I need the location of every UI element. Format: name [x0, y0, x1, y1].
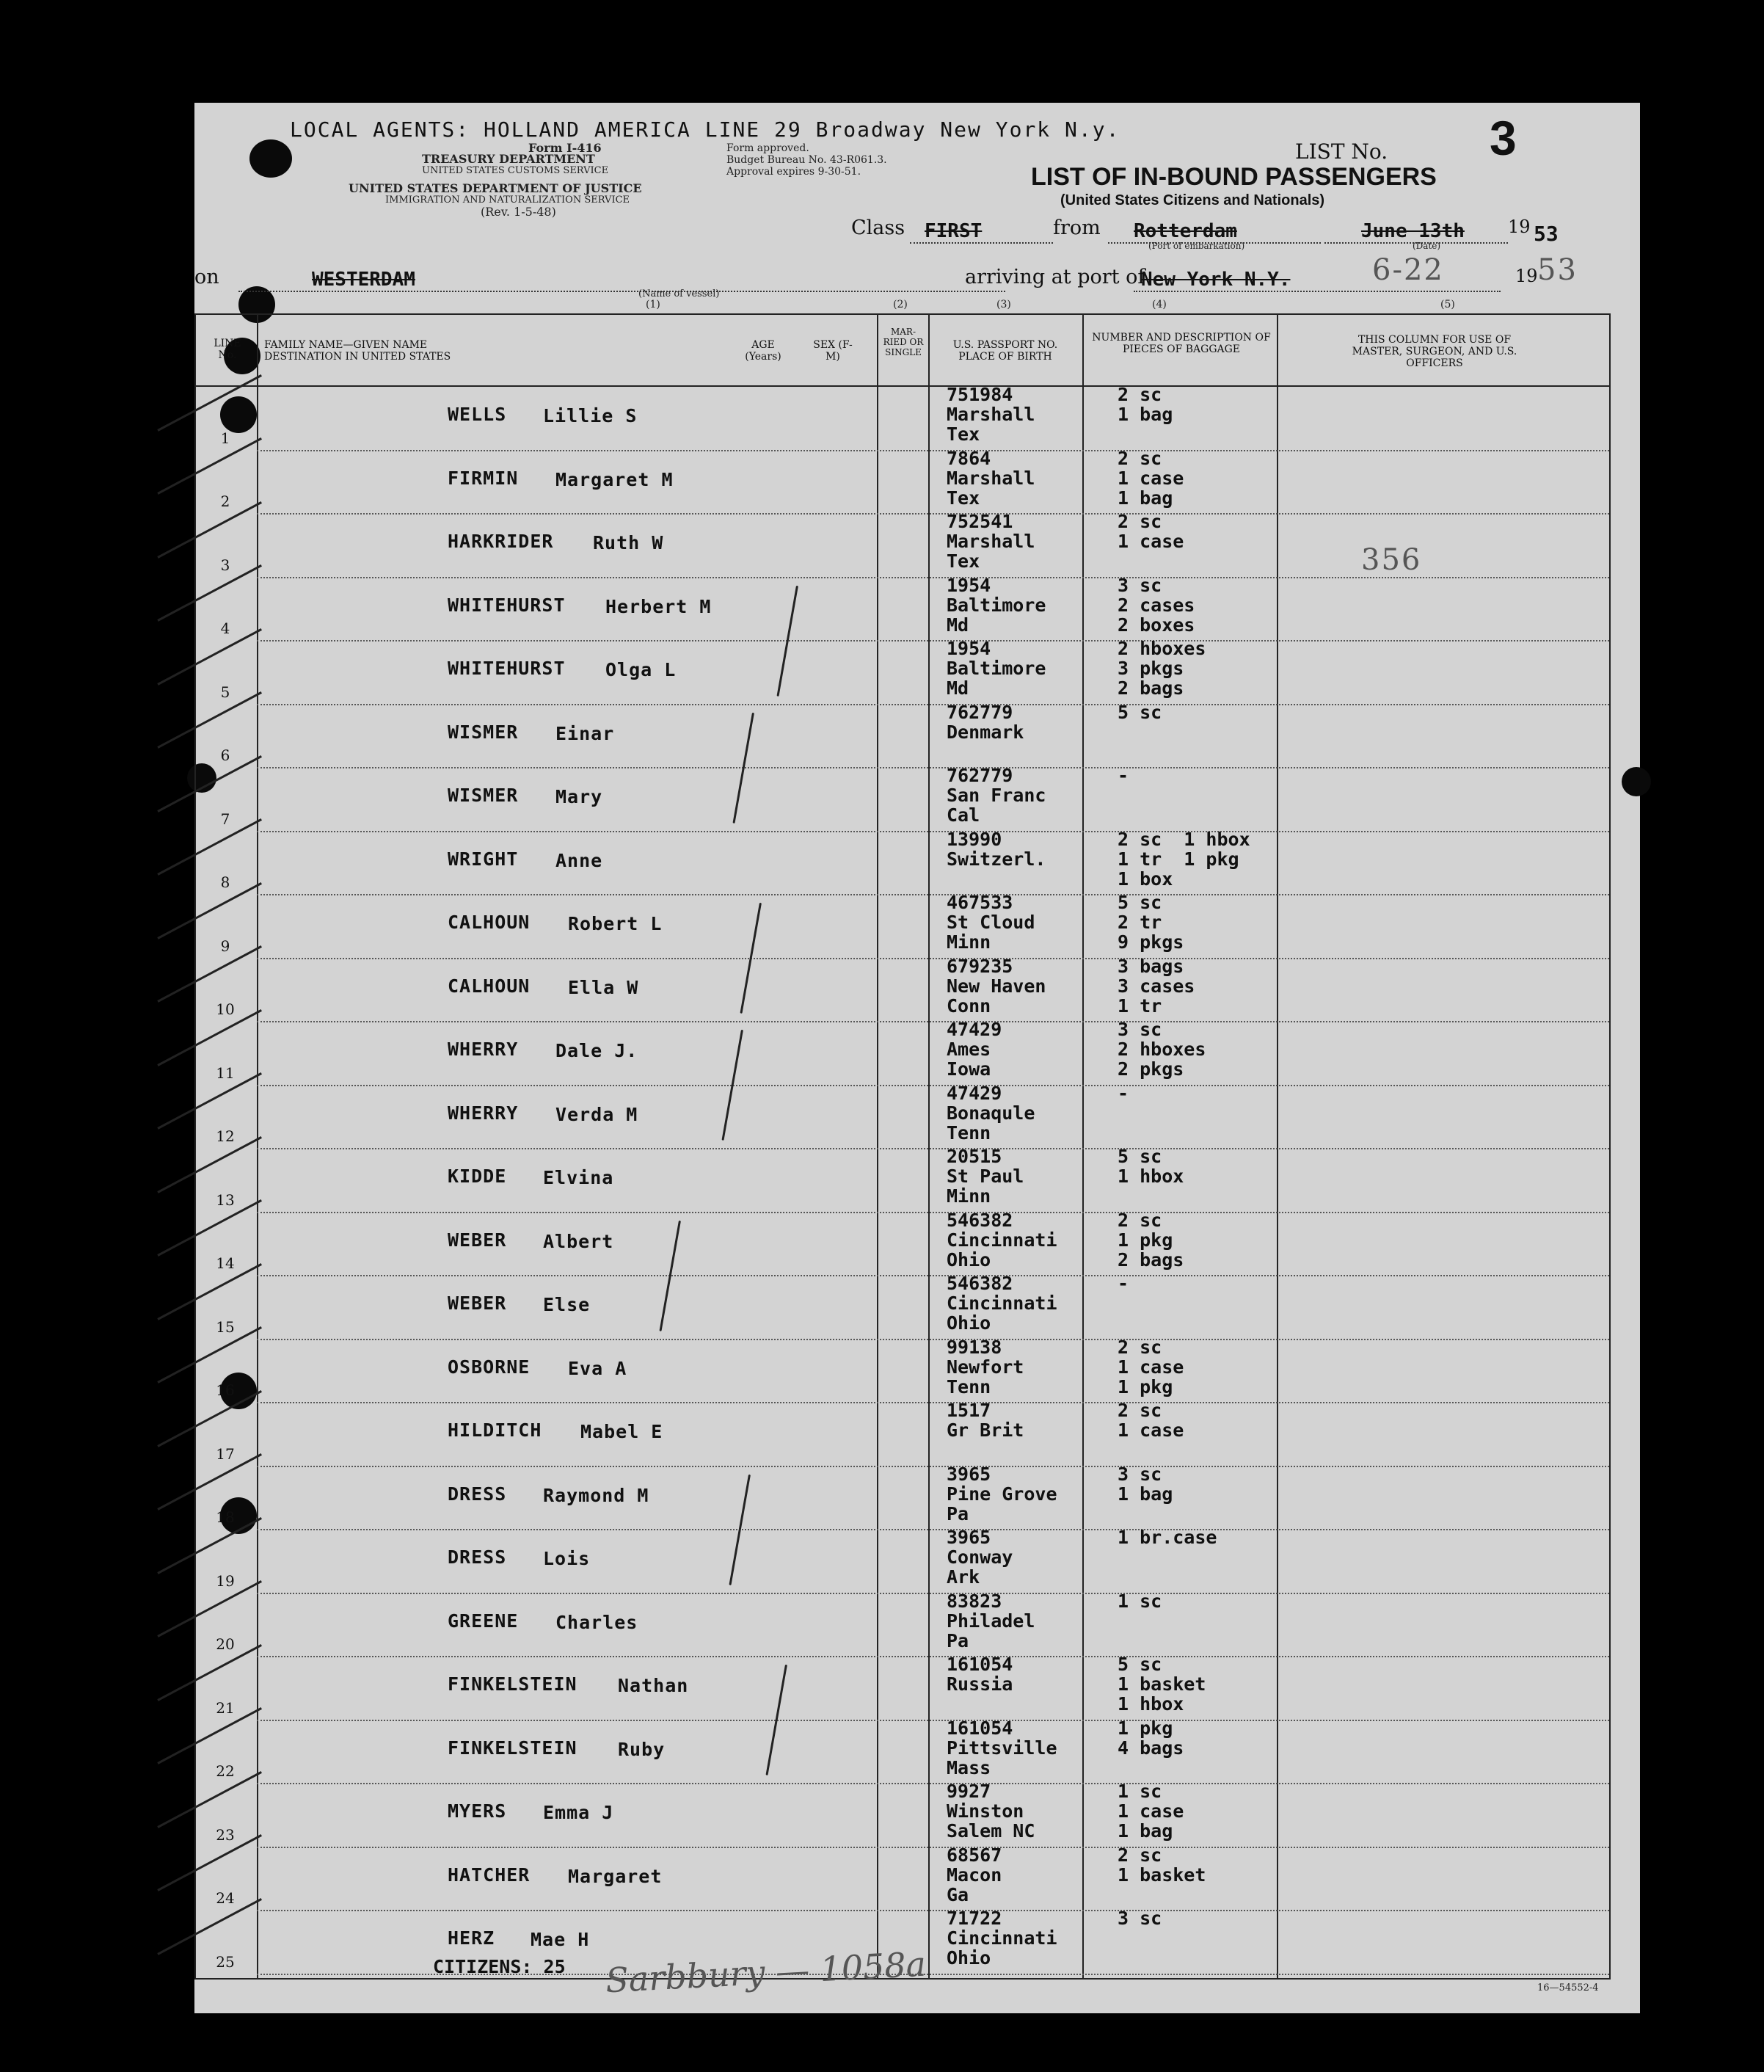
- line-number: 10: [216, 1000, 235, 1018]
- passport-line: 9927: [947, 1781, 991, 1802]
- passenger-surname: HARKRIDER: [448, 531, 554, 552]
- line-number: 17: [216, 1444, 235, 1463]
- passenger-given-name: Lois: [543, 1548, 591, 1569]
- vessel-field: [238, 269, 1005, 292]
- passport-line: St Paul: [947, 1166, 1024, 1187]
- passport-line: Tex: [947, 424, 980, 445]
- baggage-line: 2 sc: [1118, 384, 1162, 405]
- document-title: LIST OF IN-BOUND PASSENGERS: [1031, 163, 1437, 191]
- passport-line: 161054: [947, 1717, 1013, 1739]
- passport-line: Ga: [947, 1883, 969, 1905]
- baggage-line: 3 pkgs: [1118, 658, 1184, 679]
- line-number: 14: [216, 1254, 235, 1272]
- col-divider: [877, 313, 878, 1980]
- table-right-rule: [1609, 313, 1611, 1980]
- row-rule: [257, 1847, 1609, 1848]
- passenger-surname: WRIGHT: [448, 848, 519, 870]
- line-number: 18: [216, 1508, 235, 1526]
- passport-line: 679235: [947, 955, 1013, 977]
- passport-line: Ark: [947, 1566, 980, 1588]
- passport-line: Tex: [947, 487, 980, 509]
- print-code: 16—54552-4: [1537, 1982, 1599, 1993]
- hdr-age: AGE (Years): [745, 339, 781, 363]
- passport-line: Pa: [947, 1502, 969, 1524]
- table-header-rule: [194, 385, 1611, 387]
- line-number: 2: [220, 492, 230, 510]
- list-no-value: 3: [1490, 111, 1517, 165]
- line-number: 6: [220, 746, 230, 764]
- baggage-line: 2 sc: [1118, 511, 1162, 532]
- punch-hole: [249, 139, 292, 178]
- line-number: 7: [220, 810, 230, 828]
- class-field: [910, 220, 1053, 244]
- passport-line: Pa: [947, 1629, 969, 1651]
- line-number: 5: [220, 683, 230, 701]
- baggage-line: -: [1118, 1082, 1129, 1104]
- passport-line: Ohio: [947, 1947, 991, 1969]
- passenger-surname: WEBER: [448, 1229, 507, 1251]
- passport-line: Marshall: [947, 531, 1035, 552]
- baggage-line: 2 boxes: [1118, 614, 1195, 636]
- row-rule: [257, 1910, 1609, 1911]
- col-num-4: (4): [1152, 299, 1167, 310]
- hdr-baggage: NUMBER AND DESCRIPTION OF PIECES OF BAGGAGE: [1092, 332, 1271, 355]
- col-num-5: (5): [1440, 299, 1455, 310]
- table-top-rule: [194, 313, 1611, 315]
- passport-line: San Franc: [947, 785, 1046, 806]
- passport-line: 3965: [947, 1463, 991, 1485]
- passenger-surname: KIDDE: [448, 1166, 507, 1187]
- baggage-line: 2 sc 1 hbox: [1118, 828, 1250, 850]
- baggage-line: 5 sc: [1118, 892, 1162, 913]
- port-embark-note: (Port of embarkation): [1148, 241, 1245, 251]
- baggage-line: 1 basket: [1118, 1864, 1206, 1886]
- passport-line: Cincinnati: [947, 1293, 1057, 1314]
- col-num-2: (2): [893, 299, 908, 310]
- line-number: 3: [220, 556, 230, 574]
- manifest-sheet: [194, 103, 1640, 2013]
- line-number: 16: [216, 1381, 235, 1399]
- hdr-married: MAR-RIED OR SINGLE: [883, 327, 924, 357]
- passenger-given-name: Mabel E: [580, 1421, 663, 1442]
- passport-line: 546382: [947, 1273, 1013, 1294]
- passport-line: 1954: [947, 638, 991, 659]
- baggage-line: 1 basket: [1118, 1673, 1206, 1695]
- passenger-given-name: Nathan: [618, 1675, 689, 1696]
- passport-line: 47429: [947, 1082, 1002, 1104]
- baggage-line: 2 cases: [1118, 594, 1195, 616]
- col-num-1: (1): [646, 299, 660, 310]
- baggage-line: 2 bags: [1118, 677, 1184, 699]
- on-label: on: [194, 266, 219, 288]
- passport-line: Newfort: [947, 1356, 1024, 1378]
- table-left-rule: [194, 313, 196, 1980]
- approval-line: Form approved.: [726, 142, 809, 154]
- row-rule: [257, 1275, 1609, 1276]
- baggage-line: 1 case: [1118, 1356, 1184, 1378]
- vessel-name: WESTERDAM: [312, 269, 415, 291]
- line-number: 12: [216, 1127, 235, 1145]
- passport-line: 13990: [947, 828, 1002, 850]
- baggage-line: 1 pkg: [1118, 1229, 1173, 1251]
- baggage-line: 2 sc: [1118, 1844, 1162, 1866]
- line-number: 1: [220, 429, 230, 447]
- passport-line: New Haven: [947, 975, 1046, 997]
- row-rule: [257, 450, 1609, 451]
- passport-line: Gr Brit: [947, 1419, 1024, 1441]
- line-number: 20: [216, 1635, 235, 1653]
- passenger-given-name: Dale J.: [555, 1040, 638, 1061]
- baggage-line: 9 pkgs: [1118, 931, 1184, 953]
- row-rule: [257, 1783, 1609, 1784]
- date-value: June 13th: [1361, 220, 1465, 242]
- passenger-given-name: Charles: [555, 1611, 638, 1633]
- row-rule: [257, 1593, 1609, 1594]
- passenger-surname: CALHOUN: [448, 975, 531, 997]
- passenger-surname: WHITEHURST: [448, 594, 566, 616]
- passenger-given-name: Margaret: [568, 1865, 663, 1887]
- line-number: 22: [216, 1762, 235, 1780]
- baggage-line: 2 pkgs: [1118, 1058, 1184, 1080]
- passport-line: Philadel: [947, 1610, 1035, 1632]
- local-agents-line: LOCAL AGENTS: HOLLAND AMERICA LINE 29 Broadway New York N.y.: [290, 117, 1120, 142]
- passenger-given-name: Lillie S: [543, 405, 638, 426]
- passenger-given-name: Raymond M: [543, 1484, 649, 1506]
- revision: (Rev. 1-5-48): [481, 205, 556, 219]
- arrival-port-field: [1134, 269, 1501, 292]
- baggage-line: 2 bags: [1118, 1248, 1184, 1271]
- row-rule: [257, 513, 1609, 515]
- passenger-given-name: Mary: [555, 786, 603, 807]
- passenger-surname: HERZ: [448, 1927, 495, 1949]
- year-value: 53: [1534, 222, 1559, 246]
- baggage-line: 3 sc: [1118, 1463, 1162, 1485]
- col-num-3: (3): [996, 299, 1011, 310]
- baggage-line: 5 sc: [1118, 701, 1162, 723]
- class-label: Class: [851, 217, 905, 239]
- passenger-surname: DRESS: [448, 1483, 507, 1505]
- passport-line: Md: [947, 677, 969, 699]
- passport-line: 762779: [947, 765, 1013, 786]
- passport-line: Pittsville: [947, 1737, 1057, 1759]
- passenger-given-name: Verda M: [555, 1103, 638, 1125]
- baggage-line: -: [1118, 1273, 1129, 1294]
- line-number: 13: [216, 1191, 235, 1209]
- row-rule: [257, 1148, 1609, 1149]
- arrival-port: New York N.Y.: [1141, 269, 1291, 291]
- citizens-total: CITIZENS: 25: [433, 1956, 566, 1977]
- passenger-surname: WHITEHURST: [448, 658, 566, 679]
- arrival-year: 53: [1537, 253, 1578, 287]
- ins-service: IMMIGRATION AND NATURALIZATION SERVICE: [385, 195, 630, 206]
- passport-line: St Cloud: [947, 912, 1035, 933]
- passport-line: 83823: [947, 1590, 1002, 1612]
- form-number: Form I-416: [528, 141, 602, 155]
- col-divider: [928, 313, 930, 1980]
- baggage-line: 2 sc: [1118, 1209, 1162, 1231]
- passenger-given-name: Anne: [555, 849, 603, 871]
- baggage-line: 1 bag: [1118, 487, 1173, 509]
- punch-hole: [1622, 767, 1651, 796]
- passport-line: Baltimore: [947, 594, 1046, 616]
- year-prefix: 19: [1508, 217, 1531, 237]
- passenger-given-name: Margaret M: [555, 468, 674, 490]
- passenger-given-name: Einar: [555, 722, 615, 744]
- passport-line: Macon: [947, 1864, 1002, 1886]
- passenger-given-name: Ruth W: [593, 532, 664, 553]
- passenger-given-name: Robert L: [568, 913, 663, 934]
- baggage-line: 3 sc: [1118, 1908, 1162, 1929]
- baggage-line: 3 bags: [1118, 955, 1184, 977]
- baggage-line: 1 case: [1118, 531, 1184, 552]
- approval-line: Approval expires 9-30-51.: [726, 166, 861, 178]
- row-rule: [257, 1529, 1609, 1530]
- baggage-line: 1 br.case: [1118, 1527, 1217, 1548]
- passport-line: 20515: [947, 1146, 1002, 1167]
- row-rule: [257, 894, 1609, 895]
- passport-line: 467533: [947, 892, 1013, 913]
- passport-line: 47429: [947, 1019, 1002, 1040]
- baggage-line: 2 sc: [1118, 1400, 1162, 1421]
- passenger-surname: WISMER: [448, 721, 519, 743]
- baggage-line: 1 sc: [1118, 1590, 1162, 1612]
- passport-line: Denmark: [947, 721, 1024, 743]
- passenger-surname: WELLS: [448, 404, 507, 425]
- baggage-line: 2 hboxes: [1118, 638, 1206, 659]
- row-rule: [257, 1212, 1609, 1213]
- baggage-line: 2 sc: [1118, 447, 1162, 469]
- passport-line: 1954: [947, 574, 991, 596]
- baggage-line: 1 hbox: [1118, 1693, 1184, 1715]
- passenger-surname: MYERS: [448, 1800, 507, 1822]
- passenger-surname: WHERRY: [448, 1039, 519, 1060]
- passenger-given-name: Eva A: [568, 1357, 627, 1379]
- passport-line: Tenn: [947, 1375, 991, 1397]
- hdr-line-no: LINE No.: [214, 338, 241, 361]
- baggage-line: 1 sc: [1118, 1781, 1162, 1802]
- approval-line: Budget Bureau No. 43-R061.3.: [726, 154, 887, 166]
- row-rule: [257, 704, 1609, 705]
- baggage-line: 1 tr: [1118, 995, 1162, 1017]
- passport-line: Ohio: [947, 1312, 991, 1334]
- passport-line: 3965: [947, 1527, 991, 1548]
- passport-line: Marshall: [947, 467, 1035, 489]
- baggage-line: 1 box: [1118, 868, 1173, 890]
- passenger-surname: CALHOUN: [448, 912, 531, 933]
- passenger-surname: DRESS: [448, 1546, 507, 1568]
- baggage-line: 1 pkg: [1118, 1717, 1173, 1739]
- line-number: 8: [220, 873, 230, 891]
- date-note: (Date): [1413, 241, 1441, 251]
- line-number: 11: [216, 1064, 235, 1082]
- passport-line: Tex: [947, 550, 980, 572]
- passenger-given-name: Ruby: [618, 1738, 666, 1760]
- passport-line: Ohio: [947, 1248, 991, 1271]
- passenger-given-name: Mae H: [531, 1929, 590, 1950]
- hdr-family-name: FAMILY NAME—GIVEN NAME: [264, 339, 428, 351]
- list-no-label: LIST No.: [1295, 139, 1388, 164]
- hdr-destination: DESTINATION IN UNITED STATES: [264, 351, 451, 363]
- from-value: Rotterdam: [1134, 220, 1237, 242]
- officer-note: 356: [1361, 543, 1422, 577]
- row-rule: [257, 958, 1609, 959]
- passport-line: 7864: [947, 447, 991, 469]
- passenger-surname: HATCHER: [448, 1864, 531, 1886]
- row-rule: [257, 831, 1609, 832]
- passenger-given-name: Herbert M: [605, 595, 712, 617]
- passenger-surname: FIRMIN: [448, 467, 519, 489]
- justice-dept: UNITED STATES DEPARTMENT OF JUSTICE: [349, 181, 642, 195]
- line-number: 15: [216, 1317, 235, 1336]
- baggage-line: 5 sc: [1118, 1654, 1162, 1675]
- passport-line: 752541: [947, 511, 1013, 532]
- col-divider: [1082, 313, 1084, 1980]
- passenger-surname: WEBER: [448, 1293, 507, 1314]
- passenger-given-name: Ella W: [568, 976, 639, 998]
- baggage-line: 4 bags: [1118, 1737, 1184, 1759]
- passenger-surname: HILDITCH: [448, 1419, 542, 1441]
- hdr-passport: U.S. PASSPORT NO. PLACE OF BIRTH: [952, 339, 1058, 363]
- baggage-line: 5 sc: [1118, 1146, 1162, 1167]
- line-number: 19: [216, 1571, 235, 1590]
- line-number: 24: [216, 1889, 235, 1907]
- baggage-line: 2 tr: [1118, 912, 1162, 933]
- passport-line: Md: [947, 614, 969, 636]
- arrival-year-prefix: 19: [1515, 266, 1538, 286]
- row-rule: [257, 1402, 1609, 1403]
- arrival-date-handwritten: 6-22: [1372, 253, 1444, 287]
- punch-hole: [220, 396, 257, 433]
- row-rule: [257, 1466, 1609, 1467]
- line-number: 23: [216, 1825, 235, 1844]
- baggage-line: 2 hboxes: [1118, 1039, 1206, 1060]
- baggage-line: 3 cases: [1118, 975, 1195, 997]
- row-rule: [257, 767, 1609, 768]
- passenger-surname: OSBORNE: [448, 1356, 531, 1378]
- baggage-line: 1 case: [1118, 467, 1184, 489]
- passenger-surname: GREENE: [448, 1610, 519, 1632]
- line-number: 25: [216, 1952, 235, 1971]
- passport-line: Switzerl.: [947, 848, 1046, 870]
- passport-line: Winston: [947, 1800, 1024, 1822]
- arriving-label: arriving at port of: [965, 266, 1145, 288]
- hdr-officers: THIS COLUMN FOR USE OF MASTER, SURGEON, AND U.S. OFFICERS: [1352, 334, 1517, 369]
- class-value: FIRST: [925, 220, 983, 242]
- passenger-given-name: Olga L: [605, 659, 677, 680]
- line-number: 21: [216, 1698, 235, 1717]
- treasury-dept: TREASURY DEPARTMENT: [422, 152, 595, 166]
- passport-line: Pine Grove: [947, 1483, 1057, 1505]
- passport-line: Conn: [947, 995, 991, 1017]
- passport-line: Tenn: [947, 1122, 991, 1144]
- passport-line: Conway: [947, 1546, 1013, 1568]
- baggage-line: 1 case: [1118, 1800, 1184, 1822]
- passport-line: Cincinnati: [947, 1927, 1057, 1949]
- baggage-line: 1 hbox: [1118, 1166, 1184, 1187]
- passport-line: Minn: [947, 1185, 991, 1207]
- hdr-sex: SEX (F-M): [813, 339, 853, 363]
- baggage-line: 1 bag: [1118, 404, 1173, 425]
- col-divider: [257, 313, 258, 1980]
- passport-line: Marshall: [947, 404, 1035, 425]
- passport-line: Iowa: [947, 1058, 991, 1080]
- passport-line: Russia: [947, 1673, 1013, 1695]
- passport-line: 762779: [947, 701, 1013, 723]
- passenger-given-name: Elvina: [543, 1167, 614, 1188]
- row-rule: [257, 1085, 1609, 1086]
- passenger-given-name: Else: [543, 1294, 591, 1315]
- line-number: 4: [220, 619, 230, 637]
- passenger-surname: WISMER: [448, 785, 519, 806]
- passport-line: 546382: [947, 1209, 1013, 1231]
- passenger-given-name: Emma J: [543, 1802, 614, 1823]
- signature: Sarbbury — 1058a: [604, 1944, 927, 2001]
- passenger-surname: WHERRY: [448, 1102, 519, 1124]
- row-rule: [257, 1720, 1609, 1721]
- passport-line: Ames: [947, 1039, 991, 1060]
- row-rule: [257, 1339, 1609, 1340]
- baggage-line: 1 bag: [1118, 1483, 1173, 1505]
- passport-line: Baltimore: [947, 658, 1046, 679]
- passport-line: 751984: [947, 384, 1013, 405]
- passenger-given-name: Albert: [543, 1230, 614, 1252]
- passport-line: 71722: [947, 1908, 1002, 1929]
- passenger-surname: FINKELSTEIN: [448, 1737, 577, 1759]
- document-subtitle: (United States Citizens and Nationals): [1060, 192, 1325, 208]
- passenger-surname: FINKELSTEIN: [448, 1673, 577, 1695]
- baggage-line: -: [1118, 765, 1129, 786]
- baggage-line: 1 tr 1 pkg: [1118, 848, 1239, 870]
- passport-line: Mass: [947, 1756, 991, 1778]
- line-number: 9: [220, 937, 230, 955]
- passport-line: Salem NC: [947, 1820, 1035, 1842]
- baggage-line: 3 sc: [1118, 574, 1162, 596]
- passport-line: 99138: [947, 1336, 1002, 1358]
- passport-line: Bonaqule: [947, 1102, 1035, 1124]
- baggage-line: 3 sc: [1118, 1019, 1162, 1040]
- passport-line: 1517: [947, 1400, 991, 1421]
- baggage-line: 1 bag: [1118, 1820, 1173, 1842]
- col-divider: [1277, 313, 1278, 1980]
- passport-line: 68567: [947, 1844, 1002, 1866]
- passport-line: 161054: [947, 1654, 1013, 1675]
- baggage-line: 1 pkg: [1118, 1375, 1173, 1397]
- passport-line: Cal: [947, 804, 980, 826]
- row-rule: [257, 1656, 1609, 1657]
- row-rule: [257, 640, 1609, 641]
- vessel-note: (Name of vessel): [638, 288, 720, 299]
- baggage-line: 1 case: [1118, 1419, 1184, 1441]
- passport-line: Cincinnati: [947, 1229, 1057, 1251]
- from-label: from: [1053, 217, 1101, 239]
- baggage-line: 2 sc: [1118, 1336, 1162, 1358]
- row-rule: [257, 1021, 1609, 1022]
- passport-line: Minn: [947, 931, 991, 953]
- customs-service: UNITED STATES CUSTOMS SERVICE: [422, 165, 609, 176]
